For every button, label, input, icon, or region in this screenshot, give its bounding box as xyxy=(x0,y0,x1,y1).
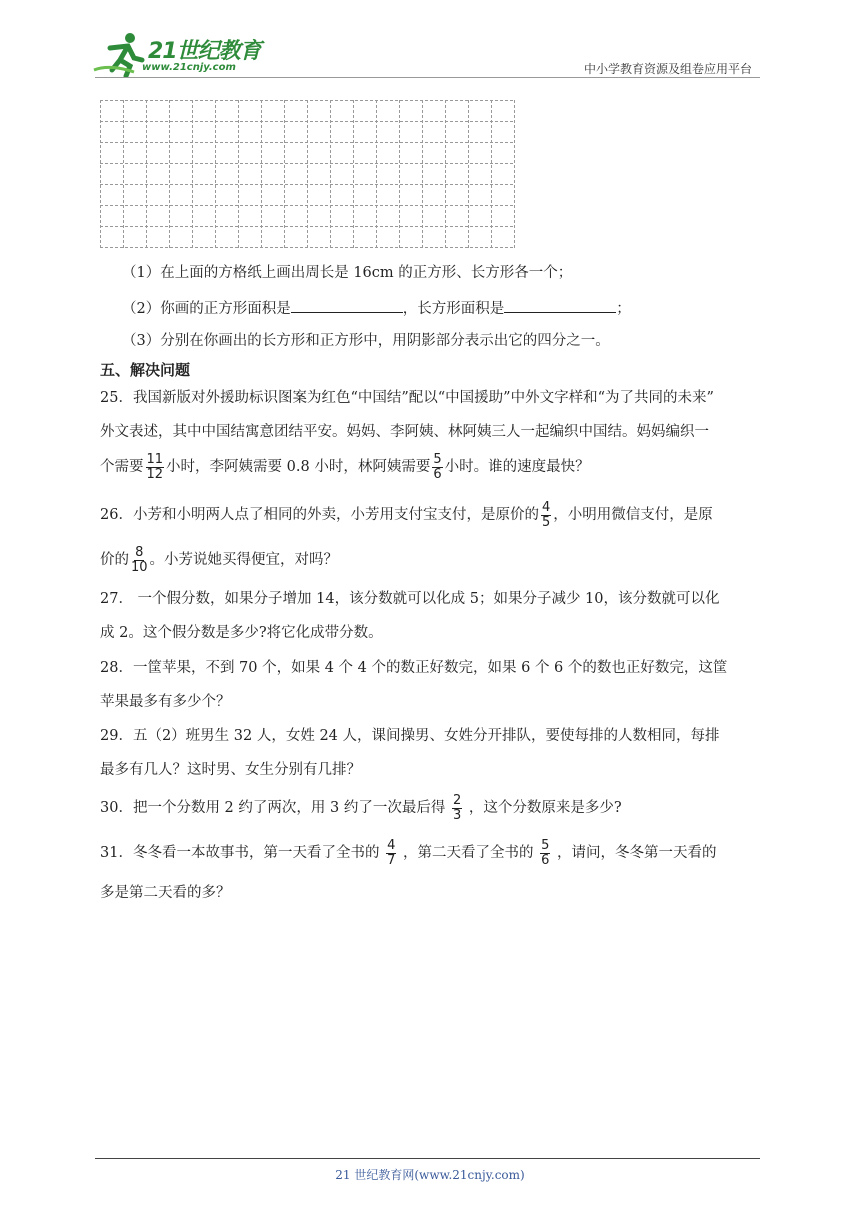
square-grid-paper xyxy=(100,100,520,252)
problem-27-line-1: 27． 一个假分数，如果分子增加 14，该分数就可以化成 5；如果分子减少 10，该分数就可以化 xyxy=(100,591,720,607)
problem-25-line-3 xyxy=(100,452,590,482)
fraction-2-3 xyxy=(452,794,462,823)
problem-27-line-2: 成 2。这个假分数是多少?将它化成带分数。 xyxy=(100,625,383,641)
problem-29-line-2: 最多有几人？这时男、女生分别有几排？ xyxy=(100,762,361,778)
page-footer: 21 世纪教育网(www.21cnjy.com) xyxy=(335,1168,525,1182)
frac-num: 4 xyxy=(541,499,551,515)
fraction-11-12 xyxy=(146,453,165,482)
p26-text-c: 价的 xyxy=(100,552,129,568)
p26-text-a: 26．小芳和小明两人点了相同的外卖，小芳用支付宝支付，是原价的 xyxy=(100,507,539,523)
frac-num: 5 xyxy=(541,837,550,853)
answer-blank-square[interactable] xyxy=(291,298,403,313)
p25-text-c: 小时。谁的速度最快？ xyxy=(444,459,590,475)
answer-blank-rect[interactable] xyxy=(504,298,616,313)
p31-text-b: ，第二天看了全书的 xyxy=(398,845,539,861)
site-logo xyxy=(90,30,290,80)
frac-den: 6 xyxy=(541,852,550,868)
p31-text-a: 31．冬冬看一本故事书，第一天看了全书的 xyxy=(100,845,385,861)
p30-text-b: ，这个分数原来是多少? xyxy=(464,800,622,816)
section-title: 五、解决问题 xyxy=(100,361,191,379)
frac-num: 5 xyxy=(433,451,442,467)
logo-url: www.21cnjy.com xyxy=(142,62,236,73)
p26-text-b: ，小明用微信支付，是原 xyxy=(553,507,713,523)
runner-logo-icon xyxy=(90,30,150,78)
fraction-8-10 xyxy=(131,546,148,575)
question-3: （3）分别在你画出的长方形和正方形中，用阴影部分表示出它的四分之一。 xyxy=(122,333,610,349)
platform-title: 中小学教育资源及组卷应用平台 xyxy=(583,62,752,76)
problem-31-line-2: 多是第二天看的多？ xyxy=(100,885,231,901)
frac-num: 4 xyxy=(387,837,396,853)
problem-26-line-2 xyxy=(100,545,338,575)
problem-28-line-2: 苹果最多有多少个？ xyxy=(100,694,231,710)
frac-den: 3 xyxy=(452,807,462,823)
frac-num: 2 xyxy=(452,792,462,808)
frac-den: 10 xyxy=(131,559,148,575)
problem-29-line-1: 29．五（2）班男生 32 人，女姓 24 人，课间操男、女姓分开排队，要使每排的人数相同，每排 xyxy=(100,728,720,744)
p25-text-b: 小时，李阿姨需要 0.8 小时，林阿姨需要 xyxy=(166,459,431,475)
page-header xyxy=(90,30,760,82)
frac-den: 5 xyxy=(541,514,551,530)
fraction-5-6 xyxy=(540,839,550,868)
problem-26-line-1 xyxy=(100,500,713,530)
problem-30 xyxy=(100,793,622,823)
problem-28-line-1: 28．一筐苹果，不到 70 个，如果 4 个 4 个的数正好数完，如果 6 个 6 个的数也正好数完，这筐 xyxy=(100,660,728,676)
p26-text-d: 。小芳说她买得便宜，对吗？ xyxy=(149,552,339,568)
logo-text: 21世纪教育 xyxy=(148,39,261,64)
frac-den: 6 xyxy=(433,466,442,482)
frac-den: 7 xyxy=(387,852,396,868)
header-divider xyxy=(95,77,760,78)
fraction-4-7 xyxy=(386,839,396,868)
p31-text-c: ，请问，冬冬第一天看的 xyxy=(552,845,717,861)
problem-25-line-1: 25．我国新版对外援助标识图案为红色“中国结”配以“中国援助”中外文字样和“为了共同的未来” xyxy=(100,390,714,406)
frac-den: 12 xyxy=(146,466,164,482)
problem-31-line-1 xyxy=(100,838,716,868)
q2-text-b: ，长方形面积是 xyxy=(402,301,505,317)
frac-num: 11 xyxy=(146,451,164,467)
fraction-5-6 xyxy=(432,453,442,482)
fraction-4-5 xyxy=(541,501,551,530)
footer-divider xyxy=(95,1158,760,1159)
frac-num: 8 xyxy=(135,544,144,560)
question-2 xyxy=(122,298,631,319)
question-1: （1）在上面的方格纸上画出周长是 16cm 的正方形、长方形各一个； xyxy=(122,265,573,281)
p30-text-a: 30．把一个分数用 2 约了两次，用 3 约了一次最后得 xyxy=(100,800,450,816)
q2-text-c: ； xyxy=(616,301,631,317)
problem-25-line-2: 外文表述，其中中国结寓意团结平安。妈妈、李阿姨、林阿姨三人一起编织中国结。妈妈编织一 xyxy=(100,424,709,440)
q2-text-a: （2）你画的正方形面积是 xyxy=(122,301,291,317)
p25-text-a: 个需要 xyxy=(100,459,144,475)
